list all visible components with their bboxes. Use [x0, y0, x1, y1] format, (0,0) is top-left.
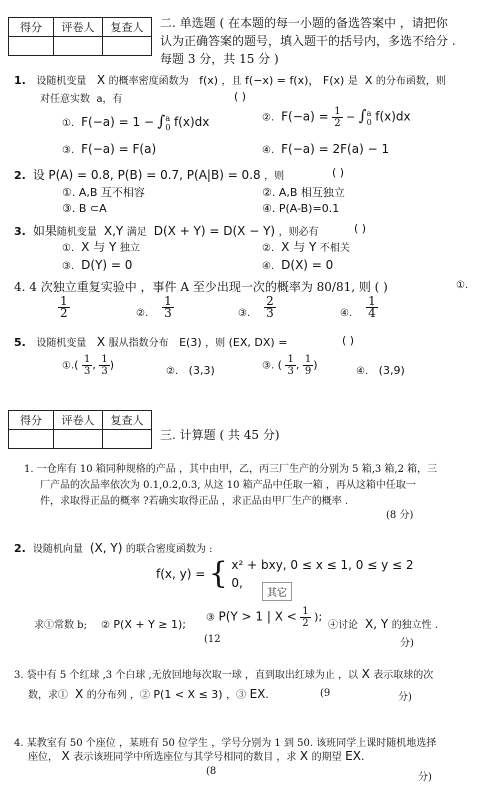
c3-score-b: 分) [398, 692, 412, 703]
c2-score-a: (12 [204, 634, 221, 645]
c4-score-a: (8 [206, 766, 217, 777]
score-header-fuchaoren: 复查人 [103, 18, 152, 37]
q4-option-2: ②. $\frac{1}{3}$ [136, 294, 172, 320]
c2-ask4: ④讨论 X, Y 的独立性 . [328, 617, 439, 631]
q4-option-1-label: ①. [456, 280, 469, 291]
q1-line1: 1. 设随机变量 X 的概率密度函数为 f(x) ，且 f(−x) = f(x)， F(x) 是 X 的分布函数，则 [14, 73, 446, 87]
score-header-defen: 得分 [9, 411, 54, 430]
c2-ask-line: 求①常数 b; ② P(X + Y ≥ 1); [34, 618, 187, 631]
q2-line1: 2. 设 P(A) = 0.8, P(B) = 0.7, P(A|B) = 0.8 ，则 [14, 168, 285, 182]
q3-option-3: ③. D(Y) = 0 [62, 258, 133, 272]
c3-line2: 数，求① X 的分布列 ，② P(1 < X ≤ 3) ，③ EX. [28, 687, 269, 701]
c2-other-box: 其它 [262, 582, 292, 601]
c1-score: (8 分) [386, 510, 414, 521]
q2-option-1: ①. A,B 互不相容 [62, 186, 145, 199]
q1-line2: 对任意实数 a，有 [40, 94, 123, 105]
q5-option-1: ①.( $\frac{1}{3}$ , $\frac{1}{3}$ ) [62, 354, 114, 377]
score-header-defen: 得分 [9, 18, 54, 37]
q4-option-4: ④. $\frac{1}{4}$ [340, 294, 376, 320]
section2-title: 二. 单选题 ( 在本题的每一小题的备选答案中 ，请把你 [160, 16, 448, 30]
c3-line1: 3. 袋中有 5 个红球 ,3 个白球 ,无放回地每次取一球 ，直到取出红球为止 ，以 X 表示取球的次 [14, 667, 434, 681]
c4-line2: 座位， X 表示该班同学中所选座位与其学号相同的数目 ，求 X 的期望 EX. [28, 749, 365, 763]
c3-score-a: (9 [320, 688, 331, 699]
q3-line1: 3. 如果随机变量 X,Y 满足 D(X + Y) = D(X − Y) ，则必有 [14, 224, 319, 238]
section2-line2: 认为正确答案的题号，填入题干的括号内，多选不给分 . [160, 34, 456, 48]
score-table-1 [8, 17, 152, 56]
c1-line1: 1. 一仓库有 10 箱同种规格的产品 ，其中由甲，乙，丙三厂生产的分别为 5 箱,3 箱,2 箱，三 [24, 464, 438, 475]
q3-answer-paren: ( ) [354, 222, 367, 235]
q1-option-1: ①. F(−a) = 1 − ∫ a 0 f(x)dx [62, 112, 210, 132]
q1-option-2: ②. F(−a) = $\frac{1}{2}$ − ∫ a 0 f(x)dx [262, 106, 411, 129]
section3-title: 三. 计算题 ( 共 45 分) [160, 428, 280, 442]
q5-option-2: ②. (3,3) [166, 364, 215, 377]
q5-option-4: ④. (3,9) [356, 364, 405, 377]
q2-answer-paren: ( ) [332, 166, 345, 179]
q1-answer-paren: ( ) [234, 90, 247, 103]
c1-line2: 厂产品的次品率依次为 0.1,0.2,0.3, 从这 10 箱产品中任取一箱 ，再从这箱中任取一 [40, 480, 416, 491]
score-cell[interactable] [54, 430, 103, 449]
q4-option-1: $\frac{1}{2}$ [60, 294, 68, 320]
q2-option-2: ②. A,B 相互独立 [262, 186, 345, 199]
section2-line3: 每题 3 分，共 15 分 ) [160, 52, 279, 66]
c2-ask3: ③ P(Y > 1 | X < $\frac{1}{2}$ ); [206, 606, 323, 629]
q3-option-4: ④. D(X) = 0 [262, 258, 334, 272]
score-cell[interactable] [103, 37, 152, 56]
q3-option-1: ①. X 与 Y 独立 [62, 240, 140, 254]
score-header-fuchaoren: 复查人 [103, 411, 152, 430]
q1-option-4: ④. F(−a) = 2F(a) − 1 [262, 142, 390, 156]
score-cell[interactable] [54, 37, 103, 56]
score-header-pingjuanren: 评卷人 [54, 18, 103, 37]
q3-option-2: ②. X 与 Y 不相关 [262, 240, 350, 254]
q4-line1: 4. 4 次独立重复实验中 ，事件 A 至少出现一次的概率为 80/81, 则 ( ) [14, 280, 388, 294]
score-header-pingjuanren: 评卷人 [54, 411, 103, 430]
q4-option-3: ③. $\frac{2}{3}$ [238, 294, 274, 320]
score-cell[interactable] [9, 37, 54, 56]
score-cell[interactable] [103, 430, 152, 449]
c4-line1: 4. 某教室有 50 个座位 ，某班有 50 位学生 ，学号分别为 1 到 50. 该班同学上课时随机地选择 [14, 738, 437, 749]
c2-density: f(x, y) = { x² + bxy, 0 ≤ x ≤ 1, 0 ≤ y ≤ 2 0, [156, 556, 414, 591]
c1-line3: 件，求取得正品的概率 ?若确实取得正品 ，求正品由甲厂生产的概率 . [40, 496, 349, 507]
q2-option-3: ③. B ⊂A [62, 202, 107, 215]
c2-score-b: 分) [400, 638, 414, 649]
q5-line1: 5. 设随机变量 X 服从指数分布 E(3) ，则 (EX, DX) = [14, 335, 288, 349]
q1-option-3: ③. F(−a) = F(a) [62, 142, 157, 156]
score-table-2 [8, 410, 152, 449]
score-cell[interactable] [9, 430, 54, 449]
c2-line1: 2. 设随机向量 (X, Y) 的联合密度函数为 : [14, 541, 213, 555]
q5-answer-paren: ( ) [342, 334, 355, 347]
q5-option-3: ③. ( $\frac{1}{3}$ , $\frac{1}{9}$ ) [262, 354, 318, 377]
q2-option-4: ④. P(A-B)=0.1 [262, 202, 340, 215]
c4-score-b: 分) [418, 772, 432, 783]
